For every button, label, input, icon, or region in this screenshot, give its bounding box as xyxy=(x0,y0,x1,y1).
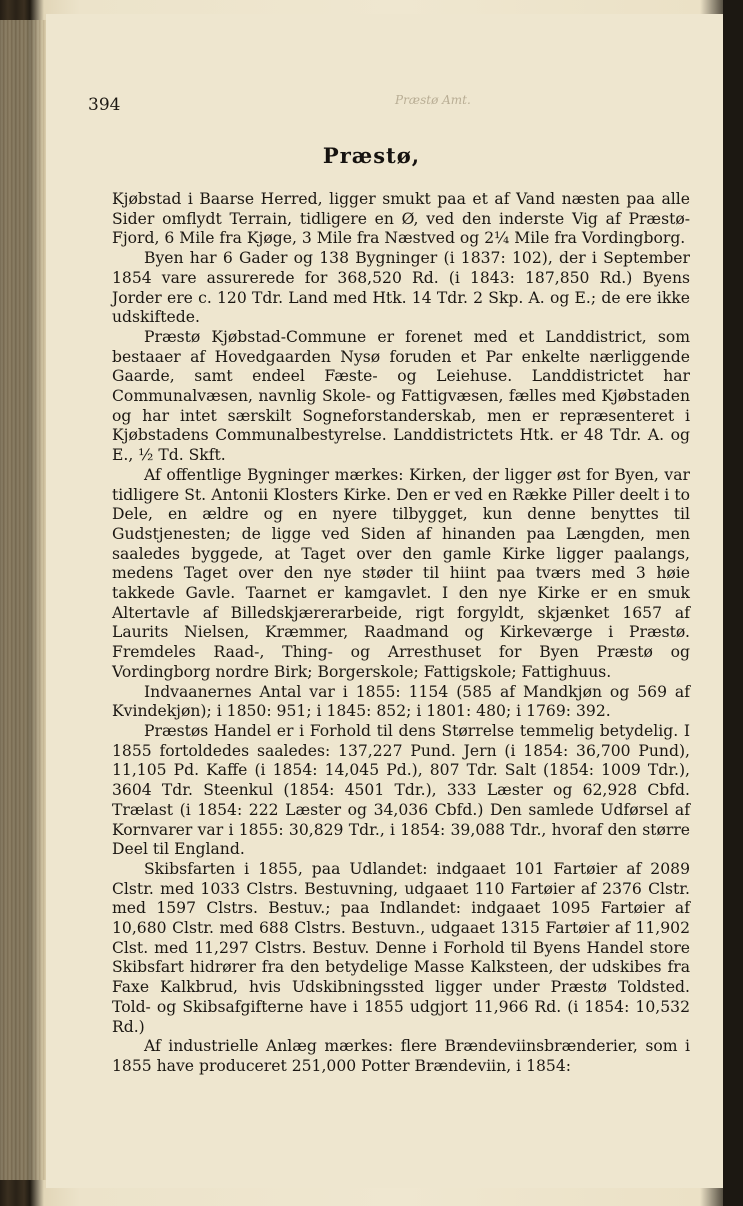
paragraph-buildings: Byen har 6 Gader og 138 Bygninger (i 1837: 102), der i September 1854 vare assurerede for 368,520 Rd. (i 1843: 187,850 Rd.) Byens Jorder ere c. 120 Tdr. Land med Htk. 14 Tdr. 2 Skp. A. og E.; de ere ikke udskiftede. xyxy=(112,249,690,327)
section-title: Præstø, xyxy=(322,143,421,168)
paragraph-trade: Præstøs Handel er i Forhold til dens Størrelse temmelig betydelig. I 1855 fortoldedes saaledes: 137,227 Pund. Jern (i 1854: 36,700 Pund), 11,105 Pd. Kaffe (i 1854: 14,045 Pd.), 807 Tdr. Salt (1854: 1009 Tdr.), 3604 Tdr. Steenkul (1854: 4501 Tdr.), 333 Læster og 62,928 Cbfd. Trælast (i 1854: 222 Læster og 34,036 Cbfd.) Den samlede Udførsel af Kornvarer var i 1855: 30,829 Tdr., i 1854: 39,088 Tdr., hvoraf den større Deel til England. xyxy=(112,721,690,859)
paragraph-industry: Af industrielle Anlæg mærkes: flere Brændeviinsbrænderier, som i 1855 have produceret 251,000 Potter Brændeviin, i 1854: xyxy=(112,1037,690,1075)
binding-shadow xyxy=(723,0,743,1206)
paragraph-public-buildings: Af offentlige Bygninger mærkes: Kirken, der ligger øst for Byen, var tidligere St. Antonii Klosters Kirke. Den er ved en Række Piller deelt i to Dele, en ældre og en nyere tilbygget, kun denne benyttes til Gudstjenesten; de ligge ved Siden af hinanden paa Længden, men saaledes byggede, at Taget over den gamle Kirke ligger paalangs, medens Taget over den nye støder til hiint paa tværs med 3 høie takkede Gavle. Taarnet er kamgavlet. I den nye Kirke er en smuk Altertavle af Billedskjærerarbeide, rigt forgyldt, skjænket 1657 af Laurits Nielsen, Kræmmer, Raadmand og Kirkeværge i Præstø. Fremdeles Raad-, Thing- og Arresthuset for Byen Præstø og Vordingborg nordre Birk; Borgerskole; Fattigskole; Fattighuus. xyxy=(112,465,690,681)
page-number: 394 xyxy=(88,95,121,115)
paragraph-location: Kjøbstad i Baarse Herred, ligger smukt paa et af Vand næsten paa alle Sider omflydt Terrain, tidligere en Ø, ved den inderste Vig af Præstø-Fjord, 6 Mile fra Kjøge, 3 Mile fra Næstved og 2¼ Mile fra Vordingborg. xyxy=(112,190,690,248)
book-page-edges xyxy=(0,20,46,1180)
body-text xyxy=(112,190,690,1077)
paragraph-commune: Præstø Kjøbstad-Commune er forenet med et Landdistrict, som bestaaer af Hovedgaarden Nysø foruden et Par enkelte nærliggende Gaarde, samt endeel Fæste- og Leiehuse. Landdistrictet har Communalvæsen, navnlig Skole- og Fattigvæsen, fælles med Kjøbstaden og har intet særskilt Sogneforstanderskab, men er repræsenteret i Kjøbstadens Communalbestyrelse. Landdistrictets Htk. er 48 Tdr. A. og E., ½ Td. Skft. xyxy=(112,327,690,465)
paragraph-population: Indvaanernes Antal var i 1855: 1154 (585 af Mandkjøn og 569 af Kvindekjøn); i 1850: 951; i 1845: 852; i 1801: 480; i 1769: 392. xyxy=(112,682,690,721)
paragraph-shipping: Skibsfarten i 1855, paa Udlandet: indgaaet 101 Fartøier af 2089 Clstr. med 1033 Clstrs. Bestuvning, udgaaet 110 Fartøier af 2376 Clstr. med 1597 Clstrs. Bestuv.; paa Indlandet: indgaaet 1095 Fartøier af 10,680 Clstr. med 688 Clstrs. Bestuvn., udgaaet 1315 Fartøier af 11,902 Clst. med 11,297 Clstrs. Bestuv. Denne i Forhold til Byens Handel store Skibsfart hidrører fra den betydelige Masse Kalksteen, der udskibes fra Faxe Kalkbrud, hvis Udskibningssted ligger under Præstø Toldsted. Told- og Skibsafgifterne have i 1855 udgjort 11,966 Rd. (i 1854: 10,532 Rd.) xyxy=(112,859,690,1036)
bleed-through-running-head: Præstø Amt. xyxy=(395,93,471,107)
